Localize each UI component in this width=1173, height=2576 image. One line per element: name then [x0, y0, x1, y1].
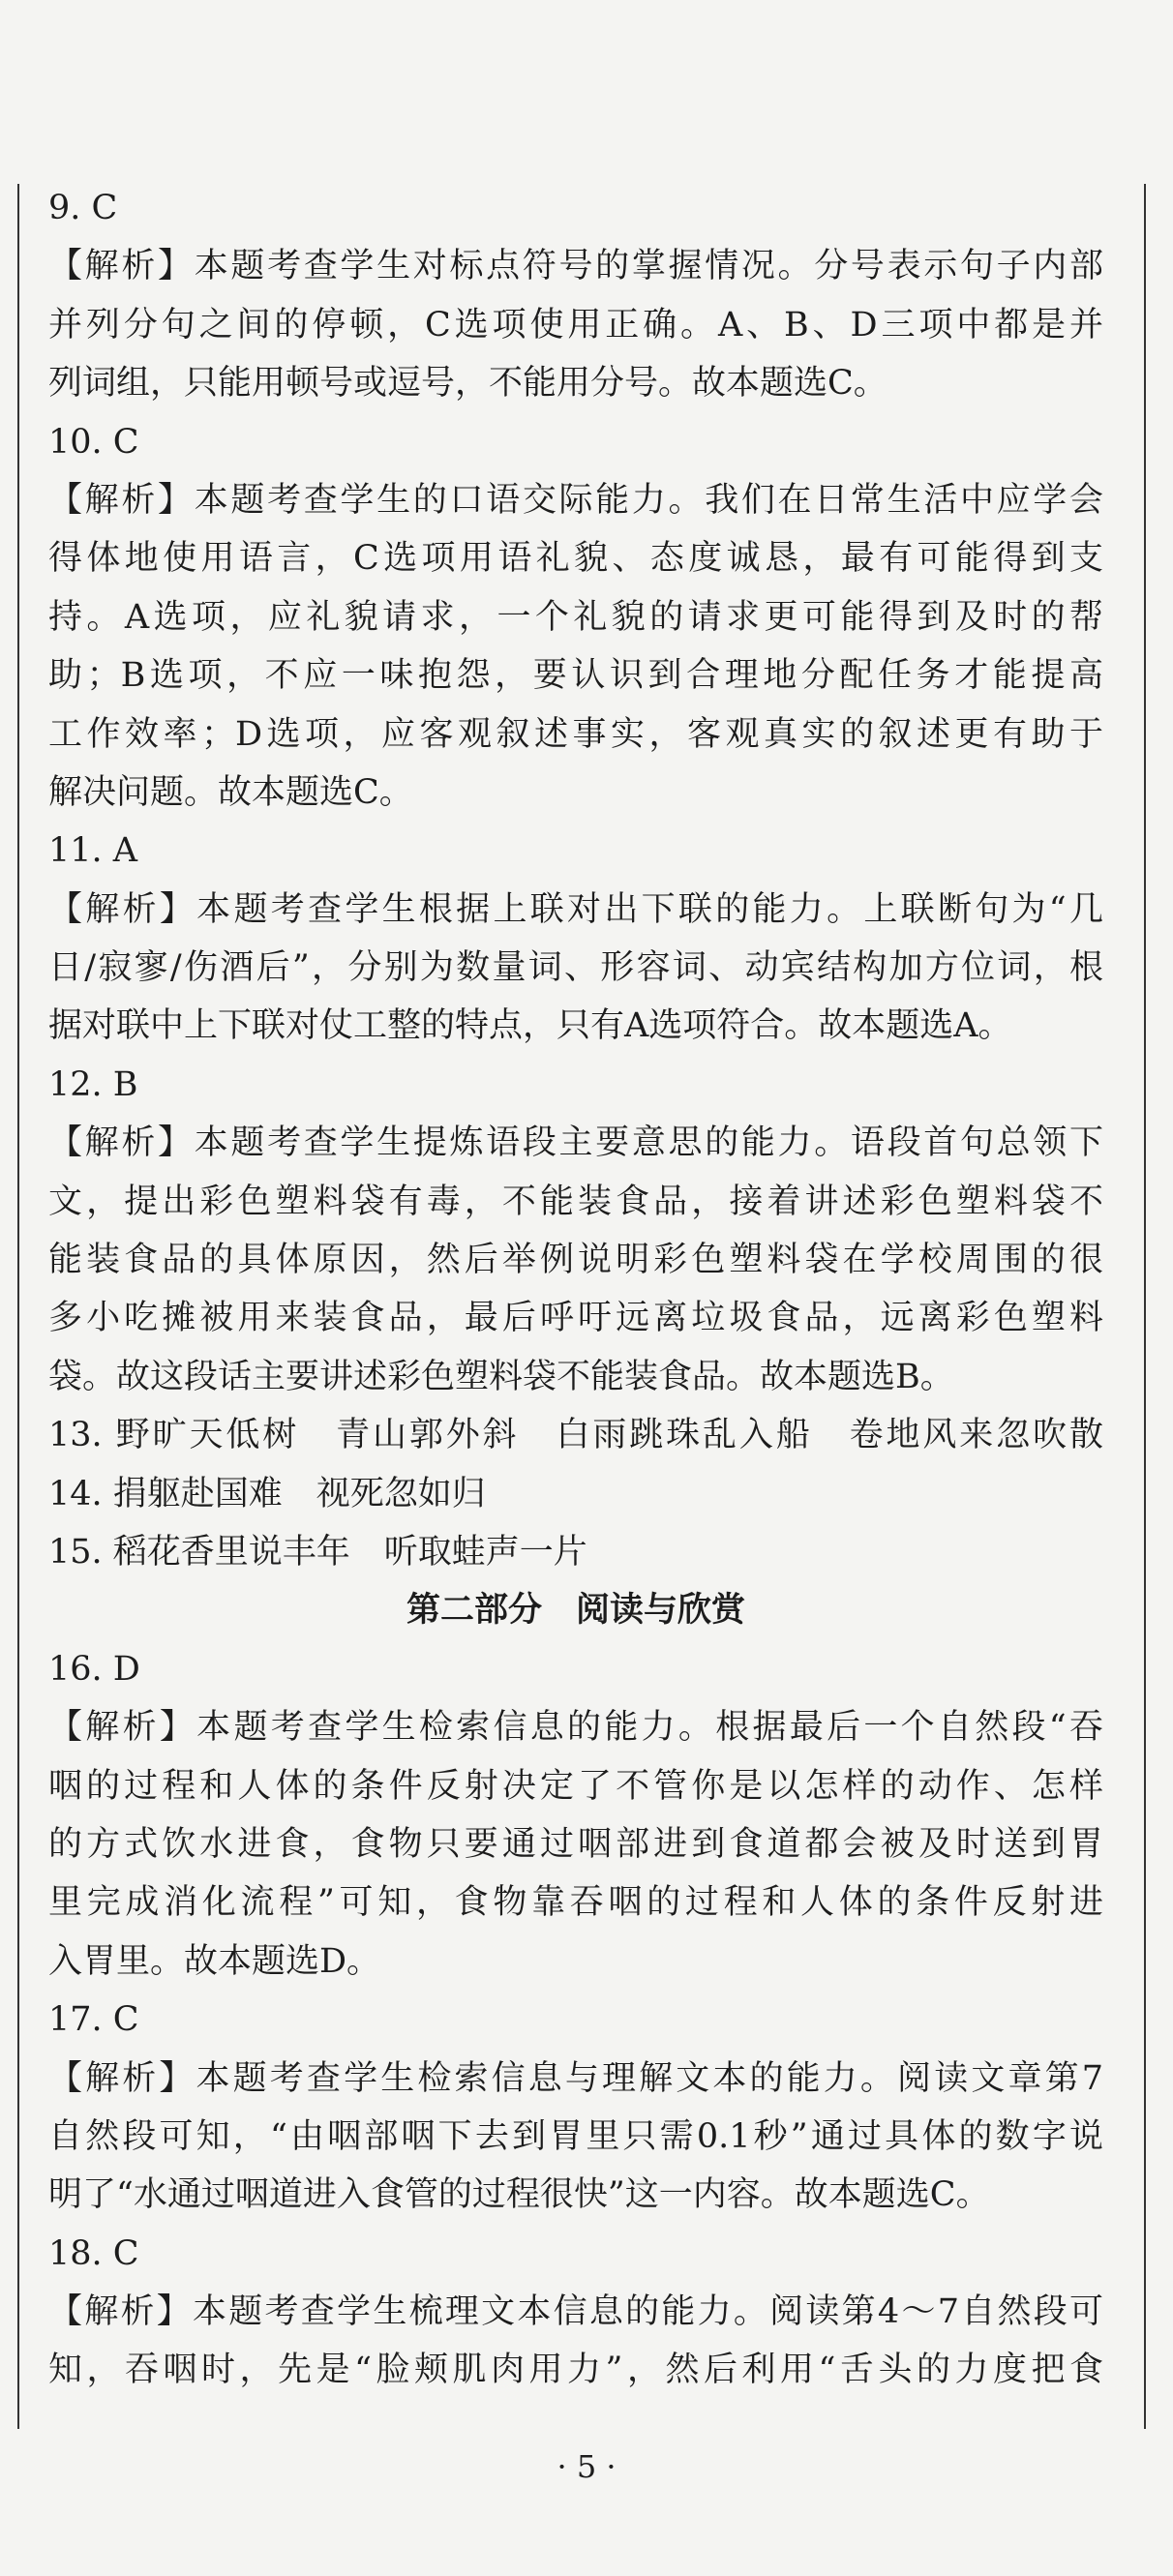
answer-key-content [48, 179, 1103, 2400]
text-line: 15. 稻花香里说丰年 听取蛙声一片 [48, 1532, 587, 1572]
text-line: 【解析】本题考查学生的口语交际能力。我们在日常生活中应学会 [48, 480, 1103, 520]
text-line: 入胃里。故本题选D。 [48, 1941, 381, 1981]
text-line: 【解析】本题考查学生对标点符号的掌握情况。分号表示句子内部 [48, 247, 1103, 286]
text-line: 18. C [48, 2233, 139, 2273]
text-line: 【解析】本题考查学生检索信息与理解文本的能力。阅读文章第7 [48, 2058, 1103, 2098]
page-number: · 5 · [556, 2448, 617, 2485]
text-line: 列词组，只能用顿号或逗号，不能用分号。故本题选C。 [48, 364, 887, 404]
text-line: 文，提出彩色塑料袋有毒，不能装食品，接着讲述彩色塑料袋不 [48, 1182, 1103, 1221]
text-line: 9. C [48, 189, 118, 227]
text-line: 袋。故这段话主要讲述彩色塑料袋不能装食品。故本题选B。 [48, 1357, 954, 1396]
text-line: 自然段可知，“由咽部咽下去到胃里只需0.1秒”通过具体的数字说 [48, 2116, 1103, 2156]
text-line: 【解析】本题考查学生梳理文本信息的能力。阅读第4～7自然段可 [48, 2292, 1103, 2332]
text-line: 知，吞咽时，先是“脸颊肌肉用力”，然后利用“舌头的力度把食 [48, 2351, 1103, 2390]
text-line: 能装食品的具体原因，然后举例说明彩色塑料袋在学校周围的很 [48, 1241, 1103, 1280]
text-line: 13. 野旷天低树 青山郭外斜 白雨跳珠乱入船 卷地风来忽吹散 [48, 1416, 1103, 1455]
text-line: 并列分句之间的停顿，C选项使用正确。A、B、D三项中都是并 [48, 305, 1103, 344]
text-line: 多小吃摊被用来装食品，最后呼吁远离垃圾食品，远离彩色塑料 [48, 1299, 1103, 1338]
text-line: 工作效率；D选项，应客观叙述事实，客观真实的叙述更有助于 [48, 714, 1103, 754]
text-line: 14. 捐躯赴国难 视死忽如归 [48, 1474, 486, 1513]
text-line: 解决问题。故本题选C。 [48, 772, 413, 812]
text-line: 咽的过程和人体的条件反射决定了不管你是以怎样的动作、怎样 [48, 1766, 1103, 1806]
text-line: 日/寂寥/伤酒后”，分别为数量词、形容词、动宾结构加方位词，根 [48, 948, 1103, 988]
text-line: 16. D [48, 1649, 140, 1689]
text-line: 助；B选项，不应一味抱怨，要认识到合理地分配任务才能提高 [48, 656, 1103, 696]
text-line: 10. C [48, 422, 139, 462]
text-line: 据对联中上下联对仗工整的特点，只有A选项符合。故本题选A。 [48, 1006, 1012, 1046]
text-line: 【解析】本题考查学生检索信息的能力。根据最后一个自然段“吞 [48, 1708, 1103, 1748]
text-line: 11. A [48, 831, 138, 871]
text-line: 17. C [48, 2000, 139, 2040]
text-line: 明了“水通过咽道进入食管的过程很快”这一内容。故本题选C。 [48, 2175, 990, 2215]
text-line: 【解析】本题考查学生提炼语段主要意思的能力。语段首句总领下 [48, 1123, 1103, 1163]
text-line: 12. B [48, 1064, 138, 1104]
section-heading: 第二部分 阅读与欣赏 [406, 1591, 745, 1631]
text-line: 的方式饮水进食，食物只要通过咽部进到食道都会被及时送到胃 [48, 1824, 1103, 1864]
text-line: 【解析】本题考查学生根据上联对出下联的能力。上联断句为“几 [48, 889, 1103, 929]
text-line: 持。A选项，应礼貌请求，一个礼貌的请求更可能得到及时的帮 [48, 597, 1103, 637]
text-line: 得体地使用语言，C选项用语礼貌、态度诚恳，最有可能得到支 [48, 539, 1103, 579]
text-line: 里完成消化流程”可知，食物靠吞咽的过程和人体的条件反射进 [48, 1883, 1103, 1923]
